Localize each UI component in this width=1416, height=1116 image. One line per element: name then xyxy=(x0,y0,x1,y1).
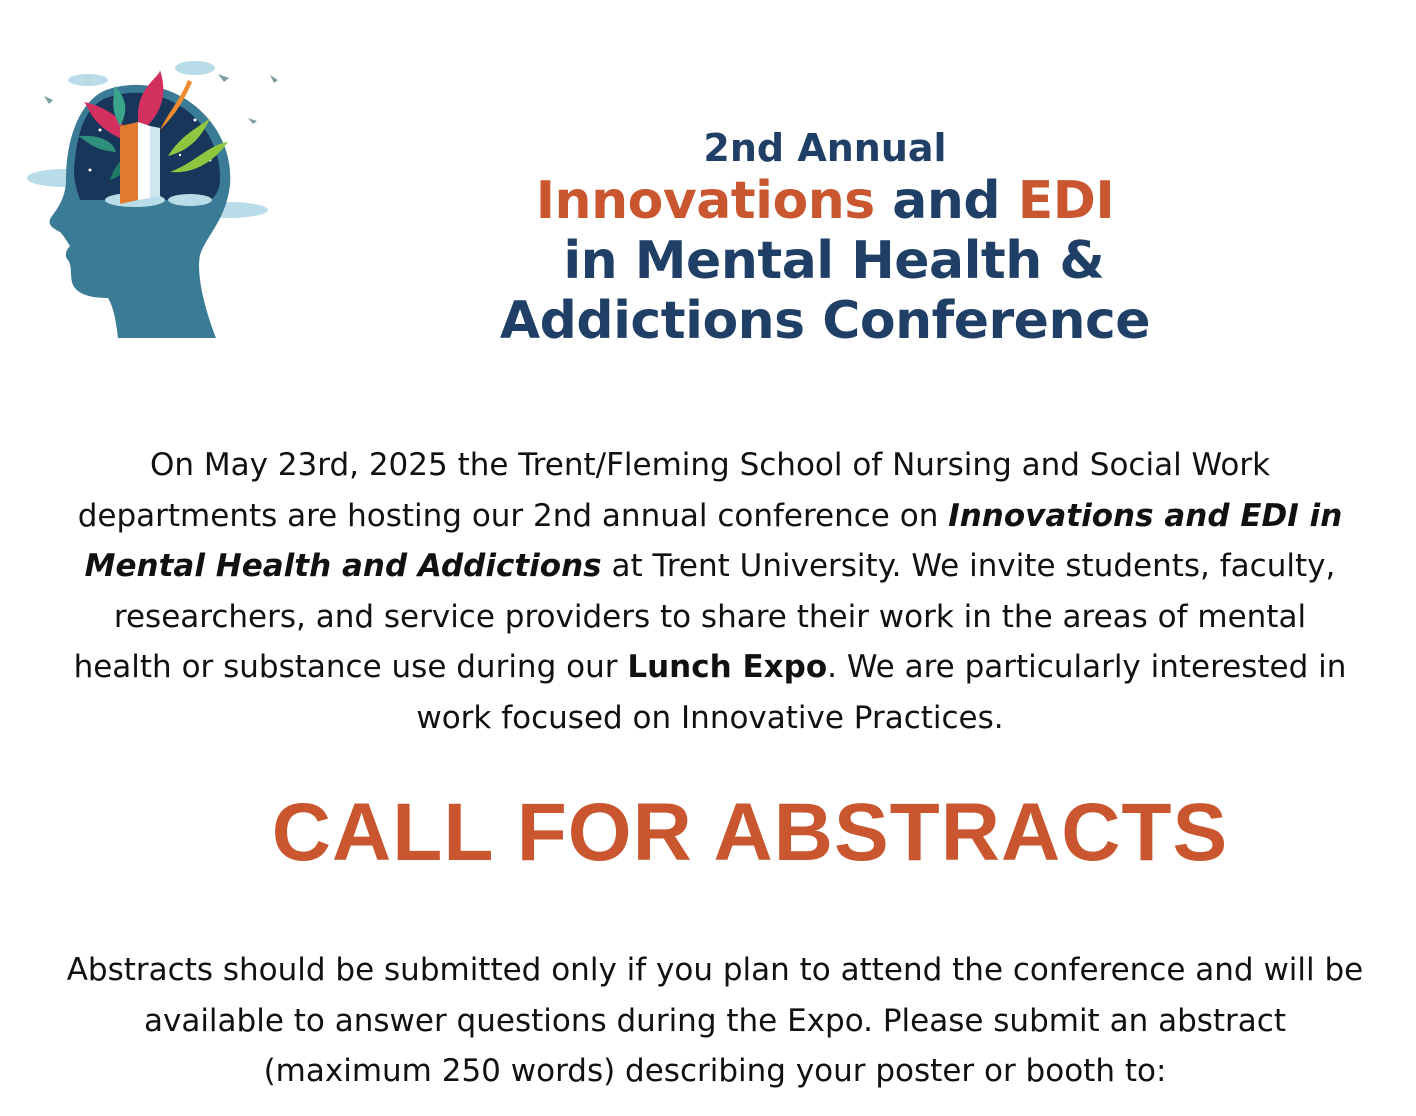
conference-title-line-2: Addictions Conference xyxy=(499,291,1151,351)
head-with-plants-logo xyxy=(20,60,280,342)
title-mental-health: in Mental Health & xyxy=(545,231,1105,291)
conference-name-emphasis: Innovations and EDI in Mental Health and Addictions xyxy=(84,497,1343,584)
conference-title-line-1 xyxy=(280,171,1370,291)
conference-header xyxy=(280,125,1370,351)
call-for-abstracts-heading: CALL FOR ABSTRACTS xyxy=(271,787,1229,878)
title-edi: EDI xyxy=(1017,171,1115,231)
title-innovations: Innovations xyxy=(535,171,875,231)
submission-instructions: Abstracts should be submitted only if you plan to attend the conference and will be available to answer questions during the Expo. Please submit an abstract (maximum 250 words) describing your poster or booth to: xyxy=(66,952,1364,1089)
intro-text-2: at Trent University. We invite students, faculty, researchers, and service providers to share their work in the areas of mental health or substance use during our xyxy=(73,548,1336,685)
intro-paragraph xyxy=(60,440,1360,743)
intro-text-3: . We are particularly interested in work focused on Innovative Practices. xyxy=(416,649,1347,736)
edition-subtitle: 2nd Annual xyxy=(703,126,947,170)
lunch-expo-emphasis: Lunch Expo xyxy=(627,649,828,685)
title-and: and xyxy=(874,171,1018,231)
intro-text-1: On May 23rd, 2025 the Trent/Fleming School of Nursing and Social Work departments are hosting our 2nd annual conference on xyxy=(77,447,1271,534)
